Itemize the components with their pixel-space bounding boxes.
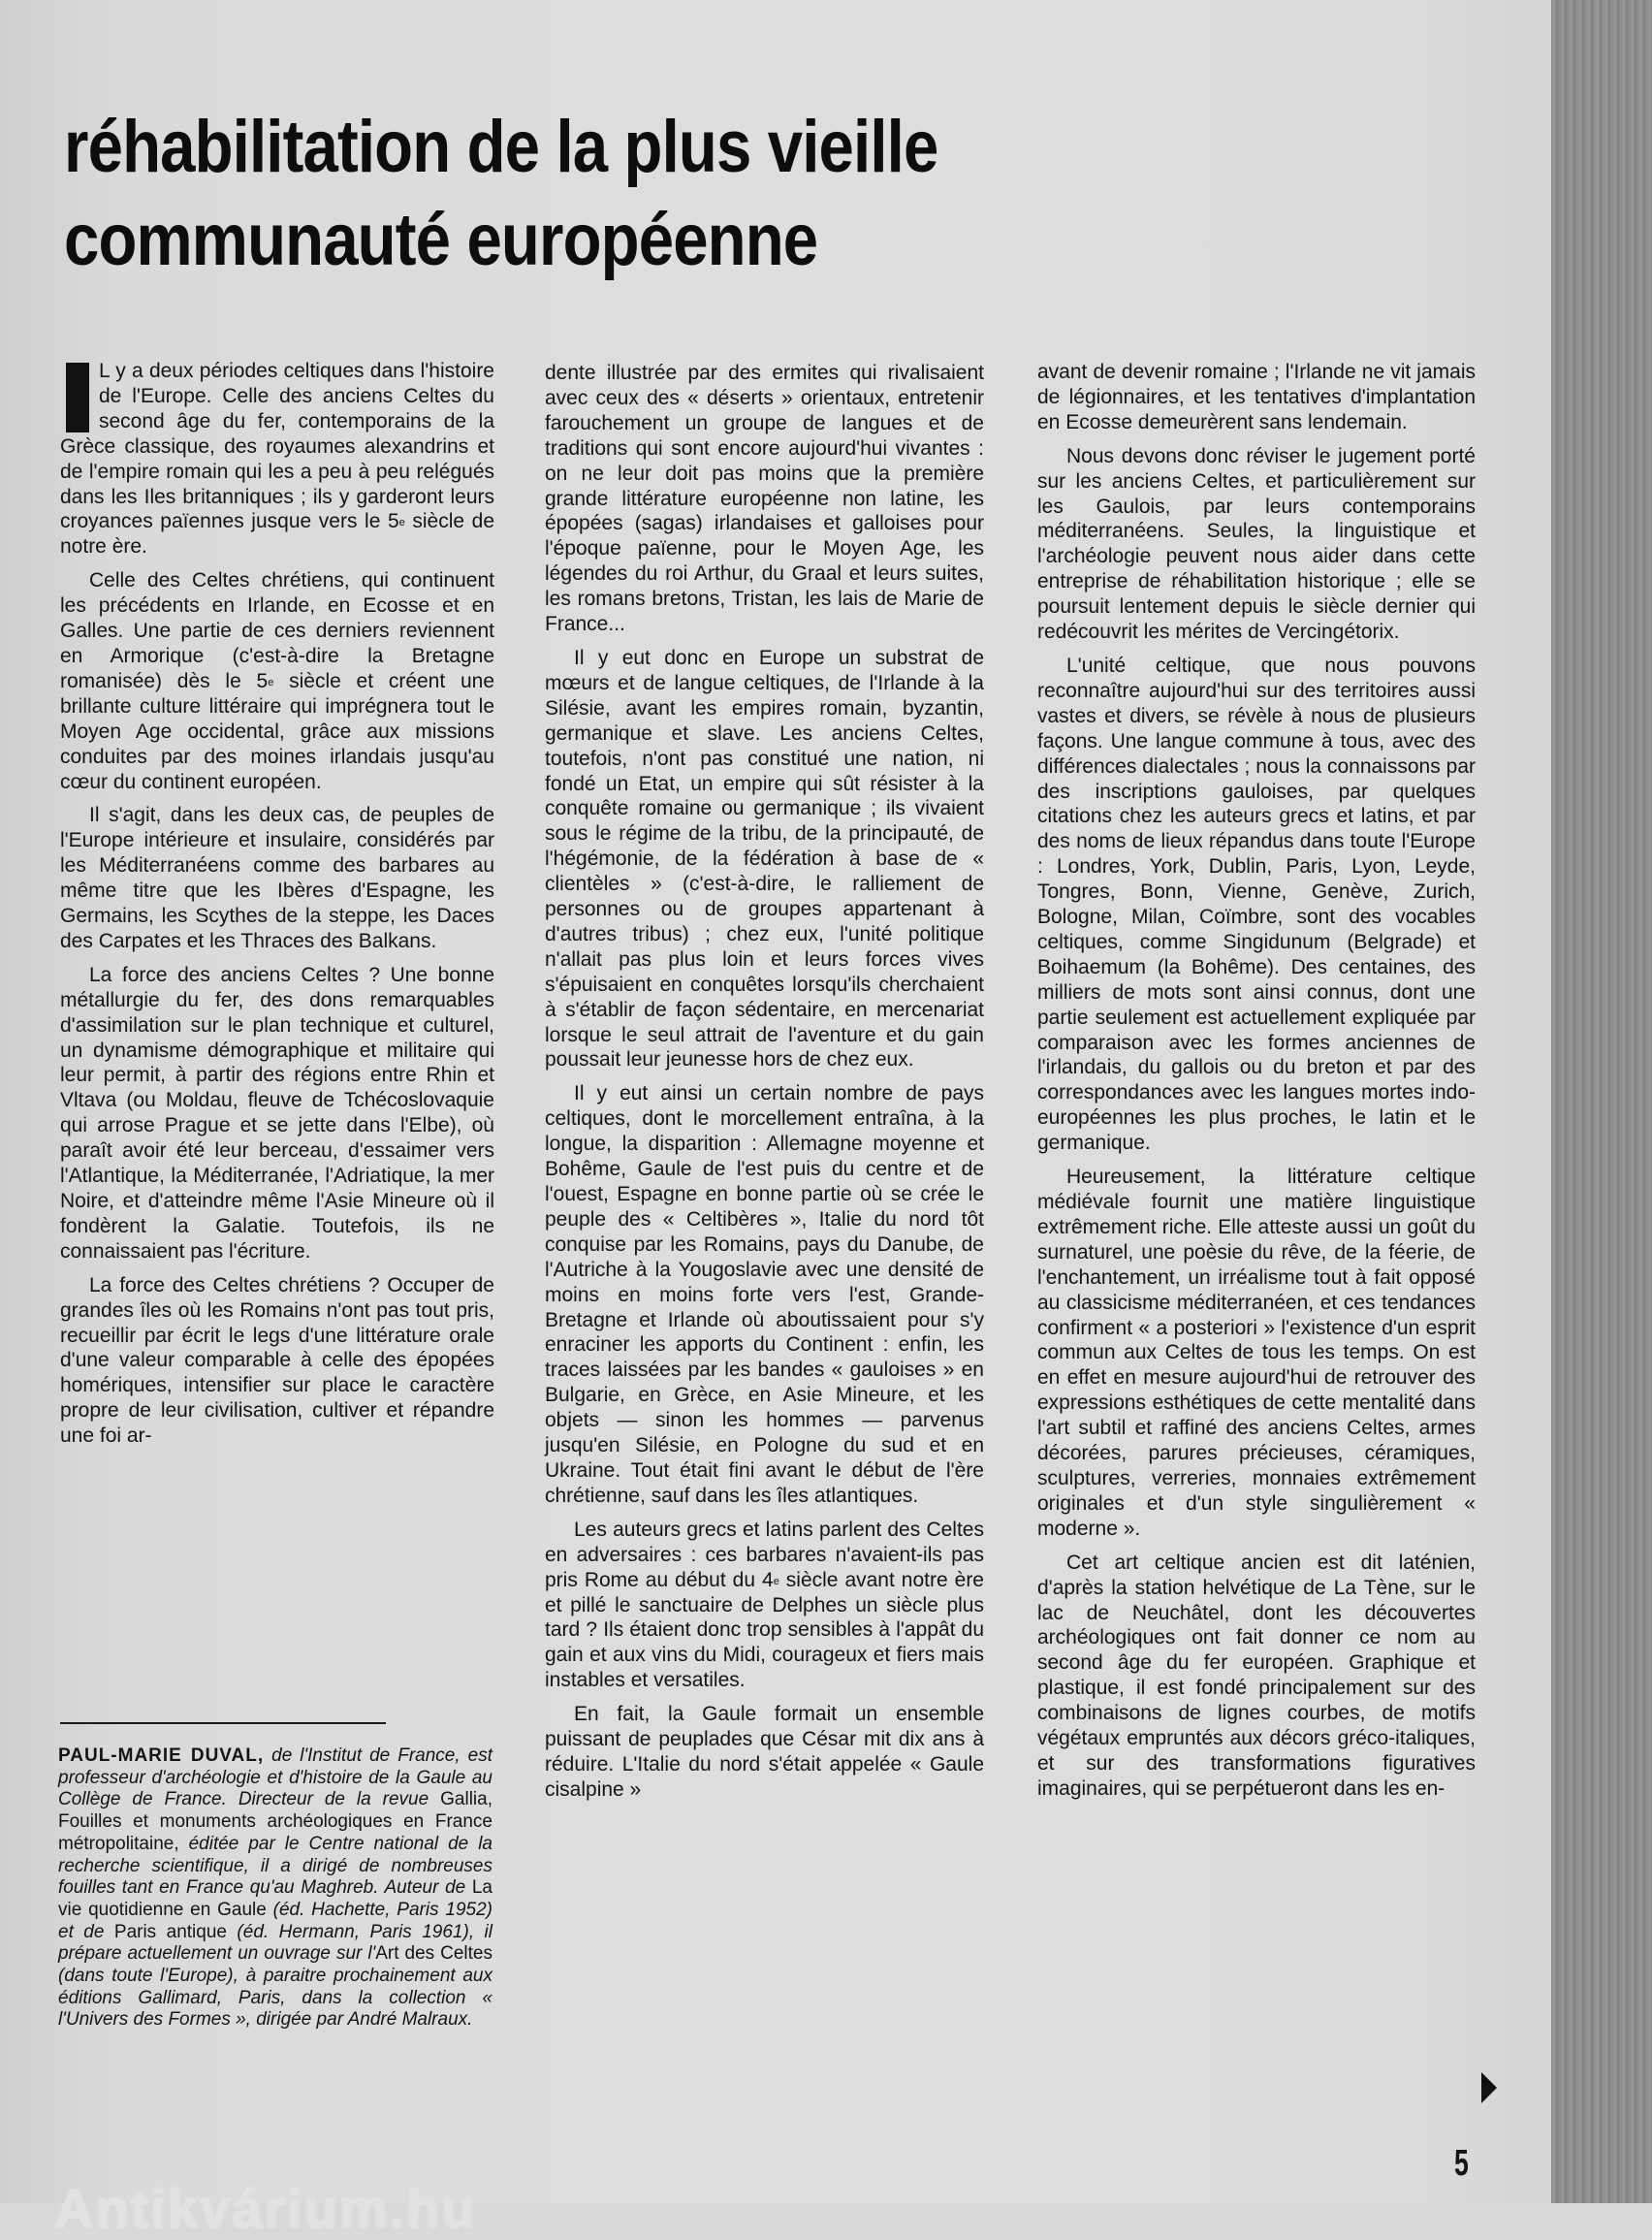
page-number: 5 [1454, 2143, 1469, 2184]
watermark: Antikvárium.hu [54, 2178, 477, 2239]
superscript: e [398, 517, 405, 529]
paragraph: avant de devenir romaine ; l'Irlande ne vit jamais de légionnaires, et les tentatives d'implantation en Ecosse demeurèrent sans lendemain. [1037, 361, 1476, 433]
article-column-1 [60, 359, 494, 1457]
title-line-2: communauté européenne [64, 199, 818, 281]
bio-text: (éd. Hachette, Paris 1952) et de [58, 1899, 492, 1942]
paragraph-text: L y a deux périodes celtiques dans l'histoire de l'Europe. Celle des anciens Celtes du second âge du fer, contemporains de la Grèce classique, des royaumes alexandrins et de l'empire romain qui les a peu à peu relégués dans les Iles britanniques ; ils y garderont leurs croyances païennes jusque vers le 5 [60, 360, 494, 533]
bio-publication: La vie quotidienne en Gaule [58, 1877, 492, 1920]
bio-divider [60, 1722, 386, 1724]
superscript: e [268, 676, 274, 688]
paragraph-text: siècle de notre ère. [60, 510, 495, 559]
paragraph: Nous devons donc réviser le jugement porté sur les anciens Celtes, et particulièrement sur les Gaulois, par leurs contemporains méditerranéens. Seules, la linguistique et l'archéologie peuvent nous aider dans cette entreprise de réhabilitation historique ; elle se poursuit lentement depuis le siècle dernier qui redécouvrit les mérites de Vercingétorix. [1037, 444, 1476, 644]
paragraph: Heureusement, la littérature celtique médiévale fournit une matière linguistique extrêmement riche. Elle atteste aussi un goût du surnaturel, une poèsie du rêve, de la féerie, de l'enchantement, un irréalisme tout à fait opposé au classicisme méditerranéen, et ces tendances confirment « a posteriori » l'existence d'un esprit commun aux Celtes de tous les temps. On est en effet en mesure aujourd'hui de retrouver des expressions esthétiques de cette mentalité dans l'art subtil et raffiné des anciens Celtes, armes décorées, parures précieuses, céramiques, sculptures, verreries, monnaies extrêmement originales et d'un style singulièrement « moderne ». [1037, 1166, 1476, 1540]
paragraph: Il y eut ainsi un certain nombre de pays celtiques, dont le morcellement entraîna, à la longue, la disparition : Allemagne moyenne et Bohême, Gaule de l'est puis du centre et de l'ouest, Espagne en bonne partie où se crée le peuple des « Celtibères », Italie du nord tôt conquise par les Romains, pays du Danube, de l'Autriche à la Yougoslavie avec une densité de moins en moins forte vers l'est, Grande-Bretagne et Irlande où aboutissaient pour s'y enraciner les apports du Continent : enfin, les traces laissées par les bandes « gauloises » en Bulgarie, en Grèce, en Asie Mineure, et les objets — sinon les hommes — parvenus jusqu'en Silésie, en Pologne du sud et en Ukraine. Tout était fini avant le début de l'ère chrétienne, sauf dans les îles atlantiques. [545, 1082, 984, 1507]
title-line-1: réhabilitation de la plus vieille [64, 106, 938, 188]
bio-publication: Paris antique [113, 1921, 227, 1942]
author-name: PAUL-MARIE DUVAL, [58, 1745, 265, 1766]
article-column-3 [1037, 360, 1476, 1810]
bio-publication: Gallia, Fouilles et monuments archéologiques en France métropolitaine, [58, 1789, 492, 1854]
paragraph-text: Les auteurs grecs et latins parlent des Celtes en adversaires : ces barbares n'avaient-ils pas pris Rome au début du 4 [545, 1518, 984, 1591]
paragraph-text: Celle des Celtes chrétiens, qui continuent les précédents en Irlande, en Ecosse et en Galles. Une partie de ces derniers reviennent en Armorique (c'est-à-dire la Bretagne romanisée) dès le 5 [60, 569, 494, 692]
paragraph-text: siècle et créent une brillante culture littéraire qui imprégnera tout le Moyen Age occidental, grâce aux missions conduites par des moines irlandais jusqu'au cœur du continent européen. [60, 669, 494, 793]
author-bio [58, 1745, 492, 2032]
paragraph [545, 1518, 984, 1693]
paragraph-text: siècle avant notre ère et pillé le sanctuaire de Delphes un siècle plus tard ? Ils étaient donc trop sensibles à l'appât du gain et aux vins du Midi, courageux et fiers mais instables et versatiles. [545, 1568, 984, 1692]
paragraph: Il y eut donc en Europe un substrat de mœurs et de langue celtiques, de l'Irlande à la Silésie, avant les empires romain, byzantin, germanique et slave. Les anciens Celtes, toutefois, n'ont pas constitué une nation, ni fondé un Etat, un empire qui sût résister à la conquête romaine ou germanique ; ils vivaient sous le régime de la tribu, de la principauté, de l'hégémonie, de la fédération à base de « clientèles » (c'est-à-dire, le ralliement de personnes ou de groupes appartenant à d'autres tribus) ; chez eux, l'unité politique n'allait pas plus loin et leurs forces vives s'épuisaient en conquêtes lorsqu'ils cherchaient à s'établir de façon sédentaire, en mercenariat lorsque le seul attrait de l'aventure et du gain poussait leur jeunesse hors de chez eux. [545, 646, 984, 1072]
paragraph: dente illustrée par des ermites qui rivalisaient avec ceux des « déserts » orientaux, entretenir farouchement un groupe de langues et de traditions qui sont encore aujourd'hui vivantes : on ne leur doit pas moins que la première grande littérature européenne non latine, les épopées (sagas) irlandaises et galloises pour l'époque païenne, pour le Moyen Age, les légendes du roi Arthur, du Graal et leurs suites, les romans bretons, Tristan, les lais de Marie de France... [545, 362, 984, 636]
page-edge-shadow [1551, 0, 1652, 2203]
bio-text: éditée par le Centre national de la recherche scientifique, il a dirigé de nombreuses fouilles tant en France qu'au Maghreb. Auteur de [58, 1833, 492, 1899]
drop-cap-letter [66, 363, 89, 432]
triangle-right-icon [1481, 2072, 1497, 2103]
bio-text: de l'Institut de France, est professeur d'archéologie et d'histoire de la Gaule au Collège de France. Directeur de la revue [58, 1745, 492, 1810]
article-column-2 [545, 361, 984, 1811]
paragraph: La force des anciens Celtes ? Une bonne métallurgie du fer, des dons remarquables d'assimilation sur le plan technique et culturel, un dynamisme démographique et militaire qui leur permit, à partir des régions entre Rhin et Vltava (ou Moldau, fleuve de Tchécoslovaquie qui arrose Prague et se jette dans l'Elbe), où paraît avoir été leur berceau, d'essaimer vers l'Atlantique, la Méditerranée, l'Adriatique, la mer Noire, et d'atteindre même l'Asie Mineure où il fondèrent la Galatie. Toutefois, ils ne connaissaient pas l'écriture. [60, 963, 494, 1263]
bio-text: (éd. Hermann, Paris 1961), il prépare actuellement un ouvrage sur l' [58, 1921, 492, 1965]
paragraph: L'unité celtique, que nous pouvons reconnaître aujourd'hui sur des territoires aussi vastes et divers, se révèle à nous de plusieurs façons. Une langue commune à tous, avec des différences dialectales ; nous la connaissons par des inscriptions gauloises, par quelques citations chez les auteurs grecs et latins, et par des noms de lieux répandus dans toute l'Europe : Londres, York, Dublin, Paris, Lyon, Leyde, Tongres, Bonn, Vienne, Genève, Zurich, Bologne, Milan, Coïmbre, sont des vocables celtiques, comme Singidunum (Belgrade) et Boihaemum (la Bohême). Des centaines, des milliers de mots sont ainsi connus, dont une partie seulement est actuellement expliquée par comparaison avec les formes anciennes de l'irlandais, du gallois ou du breton et par des correspondances avec les langues mortes indo-européennes les plus proches, le latin et le germanique. [1037, 654, 1476, 1155]
paragraph: Il s'agit, dans les deux cas, de peuples de l'Europe intérieure et insulaire, considérés par les Méditerranéens comme des barbares au même titre que les Ibères d'Espagne, les Germains, les Scythes de la steppe, les Daces des Carpates et les Thraces des Balkans. [60, 804, 494, 952]
paragraph [60, 568, 494, 794]
bio-publication: Art des Celtes [375, 1943, 492, 1965]
bio-text: (dans toute l'Europe), à paraitre prochainement aux éditions Gallimard, Paris, dans la collection « l'Univers des Formes », dirigée par André Malraux. [58, 1966, 492, 2031]
paragraph: La force des Celtes chrétiens ? Occuper de grandes îles où les Romains n'ont pas tout pris, recueillir par écrit le legs d'une littérature orale d'une valeur comparable à celle des épopées homériques, intensifier sur place le caractère propre de leur civilisation, cultiver et répandre une foi ar- [60, 1273, 494, 1448]
article-title [64, 101, 1064, 287]
paragraph-intro [60, 359, 494, 560]
paragraph: En fait, la Gaule formait un ensemble puissant de peuplades que César mit dix ans à réduire. L'Italie du nord s'était appelée « Gaule cisalpine » [545, 1703, 984, 1801]
paragraph: Cet art celtique ancien est dit laténien, d'après la station helvétique de La Tène, sur le lac de Neuchâtel, dont les découvertes archéologiques ont fait donner ce nom au second âge du fer européen. Graphique et plastique, il est fondé principalement sur des combinaisons de lignes courbes, de motifs végétaux empruntés aux décors gréco-italiques, et sur des transformations figuratives imaginaires, qui se perpétueront dans les en- [1037, 1551, 1476, 1800]
superscript: e [773, 1575, 779, 1587]
